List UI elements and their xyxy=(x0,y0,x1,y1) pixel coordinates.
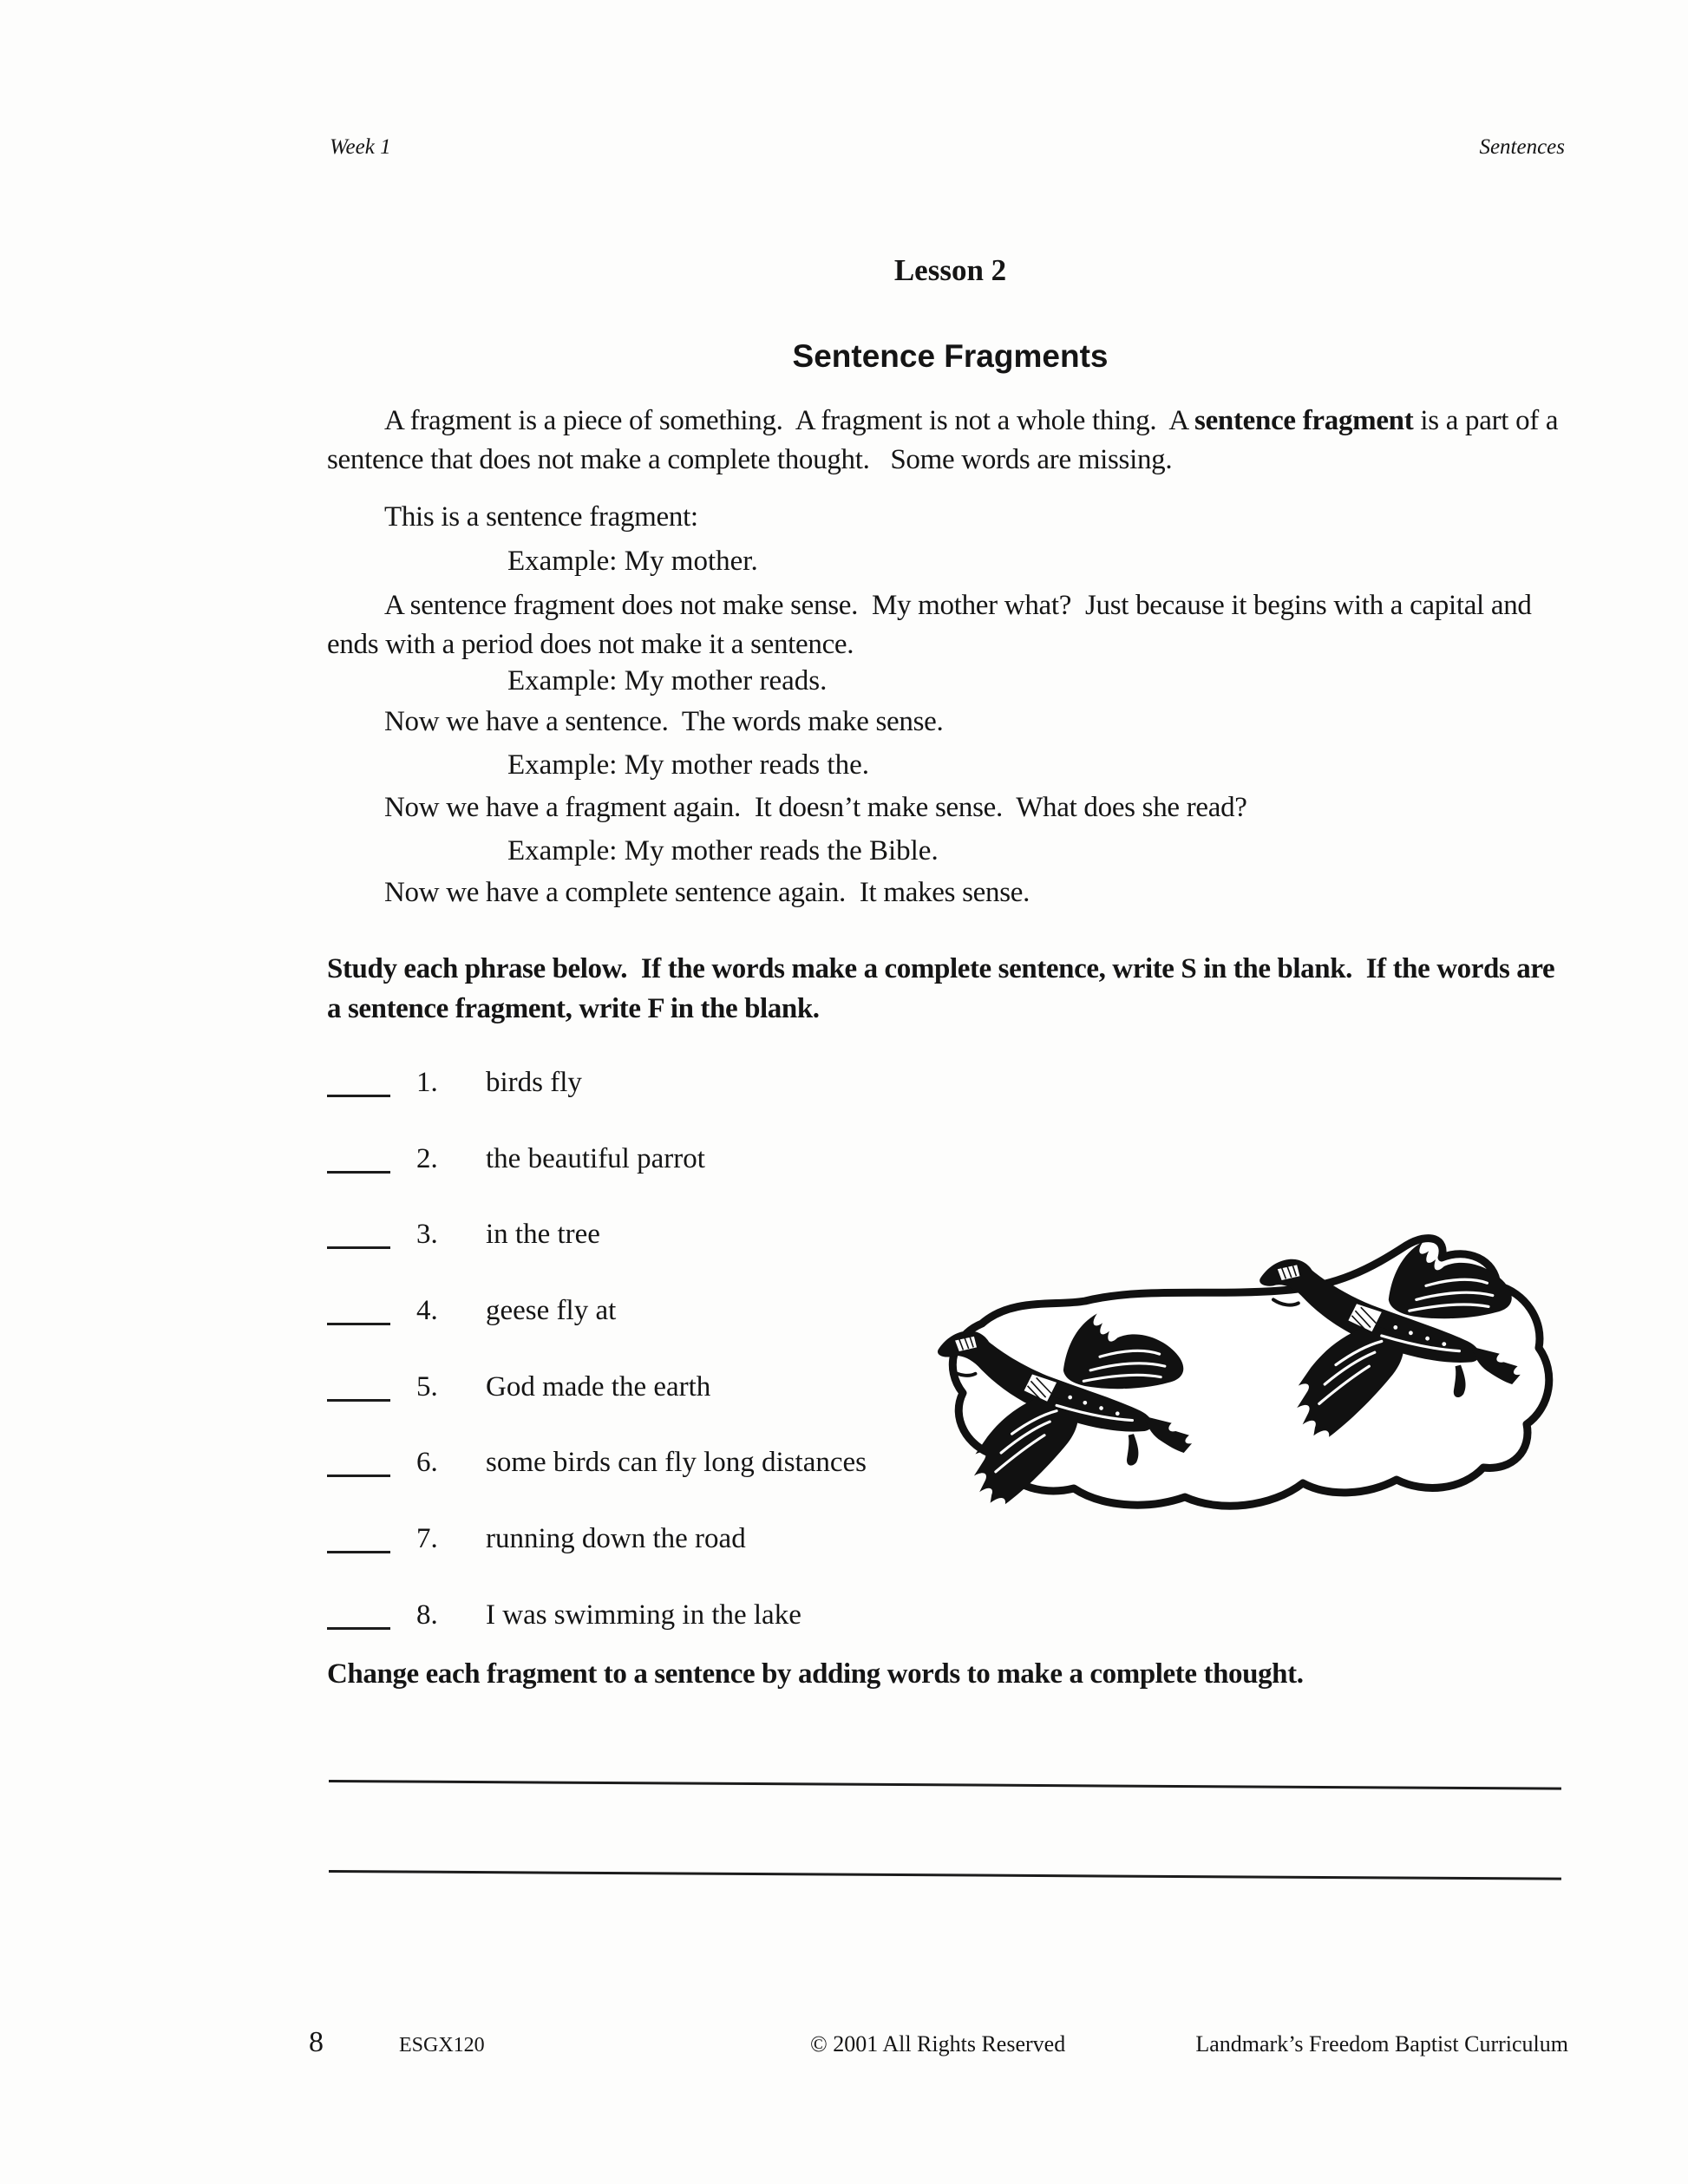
lesson-title: Lesson 2 xyxy=(893,253,1007,287)
exercise-item-7 xyxy=(327,1523,746,1555)
item-number: 2. xyxy=(416,1143,438,1174)
exercise-item-5 xyxy=(327,1371,710,1403)
section-title: Sentence Fragments xyxy=(792,338,1109,374)
item-text: birds fly xyxy=(486,1067,582,1098)
item-text: I was swimming in the lake xyxy=(486,1599,801,1631)
intro-paragraph-1-text: A fragment is a piece of something. A fragment is not a whole thing. A xyxy=(384,405,1195,436)
exercise-item-6 xyxy=(327,1447,867,1479)
intro-paragraph-1-bold-term: sentence fragment xyxy=(1194,405,1414,436)
intro-paragraph-5: Now we have a fragment again. It doesn’t make sense. What does she read? xyxy=(384,792,1247,823)
exercise-item-3 xyxy=(327,1219,600,1251)
exercise-item-1 xyxy=(327,1067,582,1099)
answer-blank-7 xyxy=(327,1525,390,1553)
item-text: the beautiful parrot xyxy=(486,1143,705,1174)
intro-paragraph-6: Now we have a complete sentence again. It makes sense. xyxy=(384,877,1030,908)
item-number: 5. xyxy=(416,1371,438,1403)
example-line-2: Example: My mother reads. xyxy=(507,665,828,696)
answer-blank-3 xyxy=(327,1220,390,1249)
exercise-item-2 xyxy=(327,1143,705,1175)
writing-line-1 xyxy=(329,1780,1561,1790)
page-footer xyxy=(309,2026,1568,2075)
item-text: in the tree xyxy=(486,1219,600,1250)
answer-blank-2 xyxy=(327,1145,390,1174)
intro-paragraph-2: This is a sentence fragment: xyxy=(384,501,698,533)
exercise2-instructions: Change each fragment to a sentence by adding words to make a complete thought. xyxy=(327,1658,1304,1690)
answer-blank-5 xyxy=(327,1373,390,1402)
copyright-notice: © 2001 All Rights Reserved xyxy=(810,2031,1066,2056)
answer-blank-6 xyxy=(327,1448,390,1477)
item-number: 1. xyxy=(416,1067,438,1098)
intro-paragraph-1-text-after: is a part of a sentence that does not make a complete thought. Some words are missing. xyxy=(327,405,1566,475)
page-number: 8 xyxy=(309,2026,324,2058)
example-line-1: Example: My mother. xyxy=(507,546,758,577)
item-number: 7. xyxy=(416,1523,438,1554)
curriculum-code: ESGX120 xyxy=(399,2034,485,2056)
item-text: some birds can fly long distances xyxy=(486,1447,867,1478)
flying-geese-illustration xyxy=(899,1216,1568,1521)
exercise-item-8 xyxy=(327,1599,801,1631)
answer-blank-8 xyxy=(327,1601,390,1630)
intro-paragraph-4: Now we have a sentence. The words make sense. xyxy=(384,706,944,737)
item-number: 8. xyxy=(416,1599,438,1631)
header-week-label: Week 1 xyxy=(330,135,391,159)
publisher-name: Landmark’s Freedom Baptist Curriculum xyxy=(1195,2031,1568,2056)
item-number: 4. xyxy=(416,1295,438,1326)
intro-paragraph-3: A sentence fragment does not make sense. My mother what? Just because it begins with a capital and ends with a period does not make it a sentence. xyxy=(327,590,1539,660)
answer-blank-1 xyxy=(327,1069,390,1097)
writing-line-2 xyxy=(329,1870,1561,1880)
answer-blank-4 xyxy=(327,1297,390,1325)
item-text: running down the road xyxy=(486,1523,746,1554)
item-number: 3. xyxy=(416,1219,438,1250)
exercise1-instructions: Study each phrase below. If the words make a complete sentence, write S in the blank. If the words are a sentence fragment, write F in the blank. xyxy=(327,953,1562,1024)
header-subject-label: Sentences xyxy=(1479,135,1565,159)
intro-paragraph-1 xyxy=(327,402,1574,480)
example-line-4: Example: My mother reads the Bible. xyxy=(507,835,939,866)
item-text: geese fly at xyxy=(486,1295,617,1326)
item-number: 6. xyxy=(416,1447,438,1478)
page-header xyxy=(330,135,1565,160)
item-text: God made the earth xyxy=(486,1371,711,1403)
example-line-3: Example: My mother reads the. xyxy=(507,749,869,781)
exercise-item-4 xyxy=(327,1295,616,1327)
